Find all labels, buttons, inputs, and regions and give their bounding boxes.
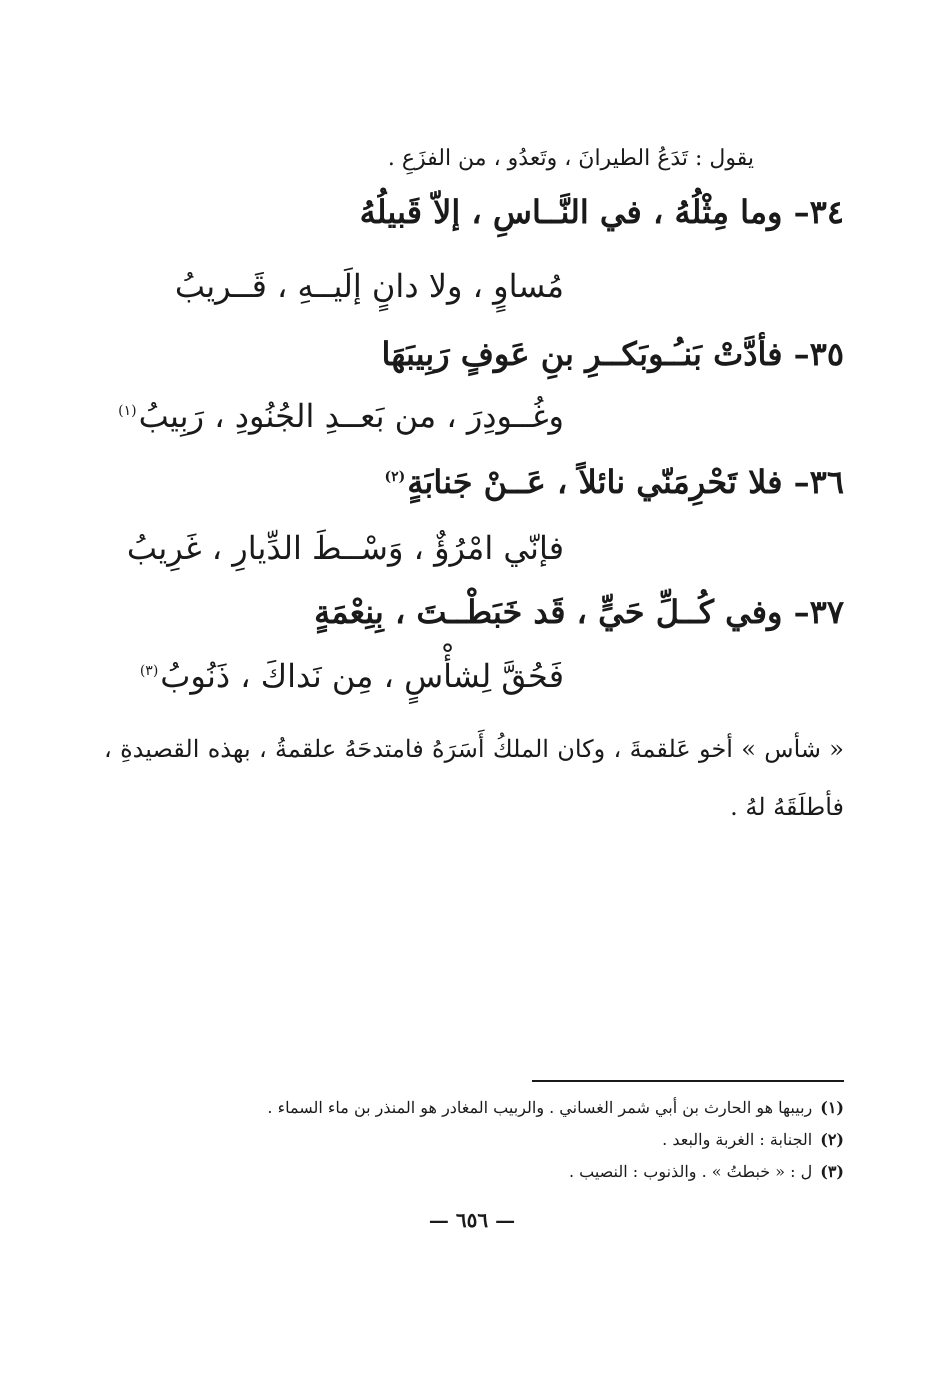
footnote-divider xyxy=(532,1080,844,1082)
verse-number: ٣٤ xyxy=(809,193,844,231)
verse-text: مُساوٍ ، ولا دانٍ إلَيــهِ ، قَــريبُ xyxy=(174,267,564,305)
verse-text: – وما مِثْلُهُ ، في النَّــاسِ ، إلاّ قَبيلُهُ xyxy=(359,193,810,231)
verse-text: فإنّي امْرُؤٌ ، وَسْــطَ الدِّيارِ ، غَرِيبُ xyxy=(126,529,564,567)
verse-text: – فأدَّتْ بَنـُـوبَكــرِ بنِ عَوفٍ رَبِيبَهَا xyxy=(381,335,810,373)
footnote-number: (٢) xyxy=(820,1130,844,1149)
footnote-1 xyxy=(267,1098,844,1117)
verse-text: فَحُقَّ لِشأْسٍ ، مِن نَداكَ ، ذَنُوبُ xyxy=(160,657,564,695)
verse-number: ٣٧ xyxy=(809,593,844,631)
verse-36-first-hemistich xyxy=(384,463,844,501)
verse-text: – فلا تَحْرِمَنّي نائلاً ، عَــنْ جَنابَةٍ xyxy=(407,463,810,501)
verse-34-second-hemistich xyxy=(174,267,564,305)
verse-35-second-hemistich xyxy=(118,397,564,435)
verse-37-first-hemistich xyxy=(314,593,844,631)
footnote-number: (١) xyxy=(820,1098,844,1117)
footnote-ref: (٣) xyxy=(139,663,159,680)
footnote-text: ربيبها هو الحارث بن أبي شمر الغساني . والربيب المغادر هو المنذر بن ماء السماء . xyxy=(267,1098,813,1117)
footnote-text: ل : « خبطتُ » . والذنوب : النصيب . xyxy=(568,1162,813,1181)
verse-36-second-hemistich xyxy=(126,529,564,567)
footnote-ref: (١) xyxy=(118,403,137,420)
page-number: — ٦٥٦ — xyxy=(428,1208,516,1232)
footnote-number: (٣) xyxy=(820,1162,844,1181)
footnote-text: الجنابة : الغربة والبعد . xyxy=(662,1130,813,1149)
verse-37-second-hemistich xyxy=(139,657,564,695)
verse-text: وغُــودِرَ ، من بَعــدِ الجُنُودِ ، رَبِيبُ xyxy=(138,397,564,435)
verse-35-first-hemistich xyxy=(381,335,844,373)
verse-number: ٣٥ xyxy=(809,335,844,373)
footnote-2 xyxy=(662,1130,844,1149)
footnote-ref: (٢) xyxy=(384,469,406,486)
footnote-3 xyxy=(569,1162,844,1181)
prose-commentary: « شأس » أخو عَلقمةَ ، وكان الملكُ أَسَرَهُ فامتدحَهُ علقمةُ ، بهذه القصيدةِ ، فأطلَقَهُ لهُ . xyxy=(104,735,844,821)
intro-commentary: يقول : تَدَعُ الطيرانَ ، وتَعدُو ، من الفزَعِ . xyxy=(387,146,754,171)
verse-text: – وفي كُــلِّ حَيٍّ ، قَد خَبَطْــتَ ، بِنِعْمَةٍ xyxy=(314,593,810,631)
verse-34-first-hemistich xyxy=(359,193,844,231)
verse-number: ٣٦ xyxy=(809,463,844,501)
